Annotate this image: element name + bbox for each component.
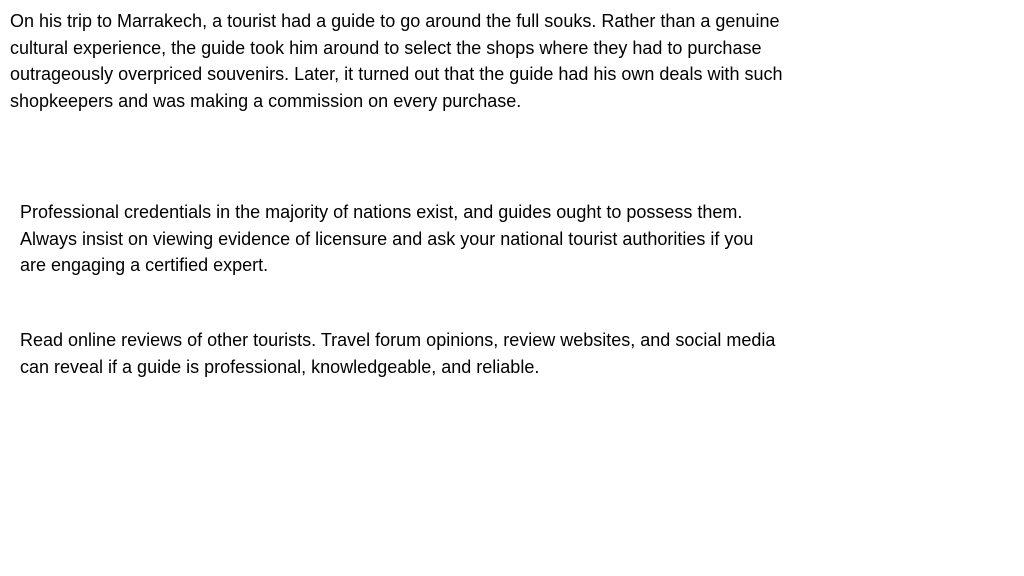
tip-paragraph-licensure: Professional credentials in the majority of nations exist, and guides ought to possess them. Always insist on viewing evidence of licensure and ask your national tourist authorities if you are engaging a certified expert. (20, 202, 754, 275)
story-paragraph: On his trip to Marrakech, a tourist had a guide to go around the full souks. Rather than a genuine cultural experience, the guide took him around to select the shops where they had to purchase outrageously overpriced souvenirs. Later, it turned out that the guide had his own deals with such shopkeepers and was making a commission on every purchase. (10, 11, 783, 111)
tip-paragraph-reviews: Read online reviews of other tourists. Travel forum opinions, review websites, and social media can reveal if a guide is professional, knowledgeable, and reliable. (20, 330, 776, 377)
